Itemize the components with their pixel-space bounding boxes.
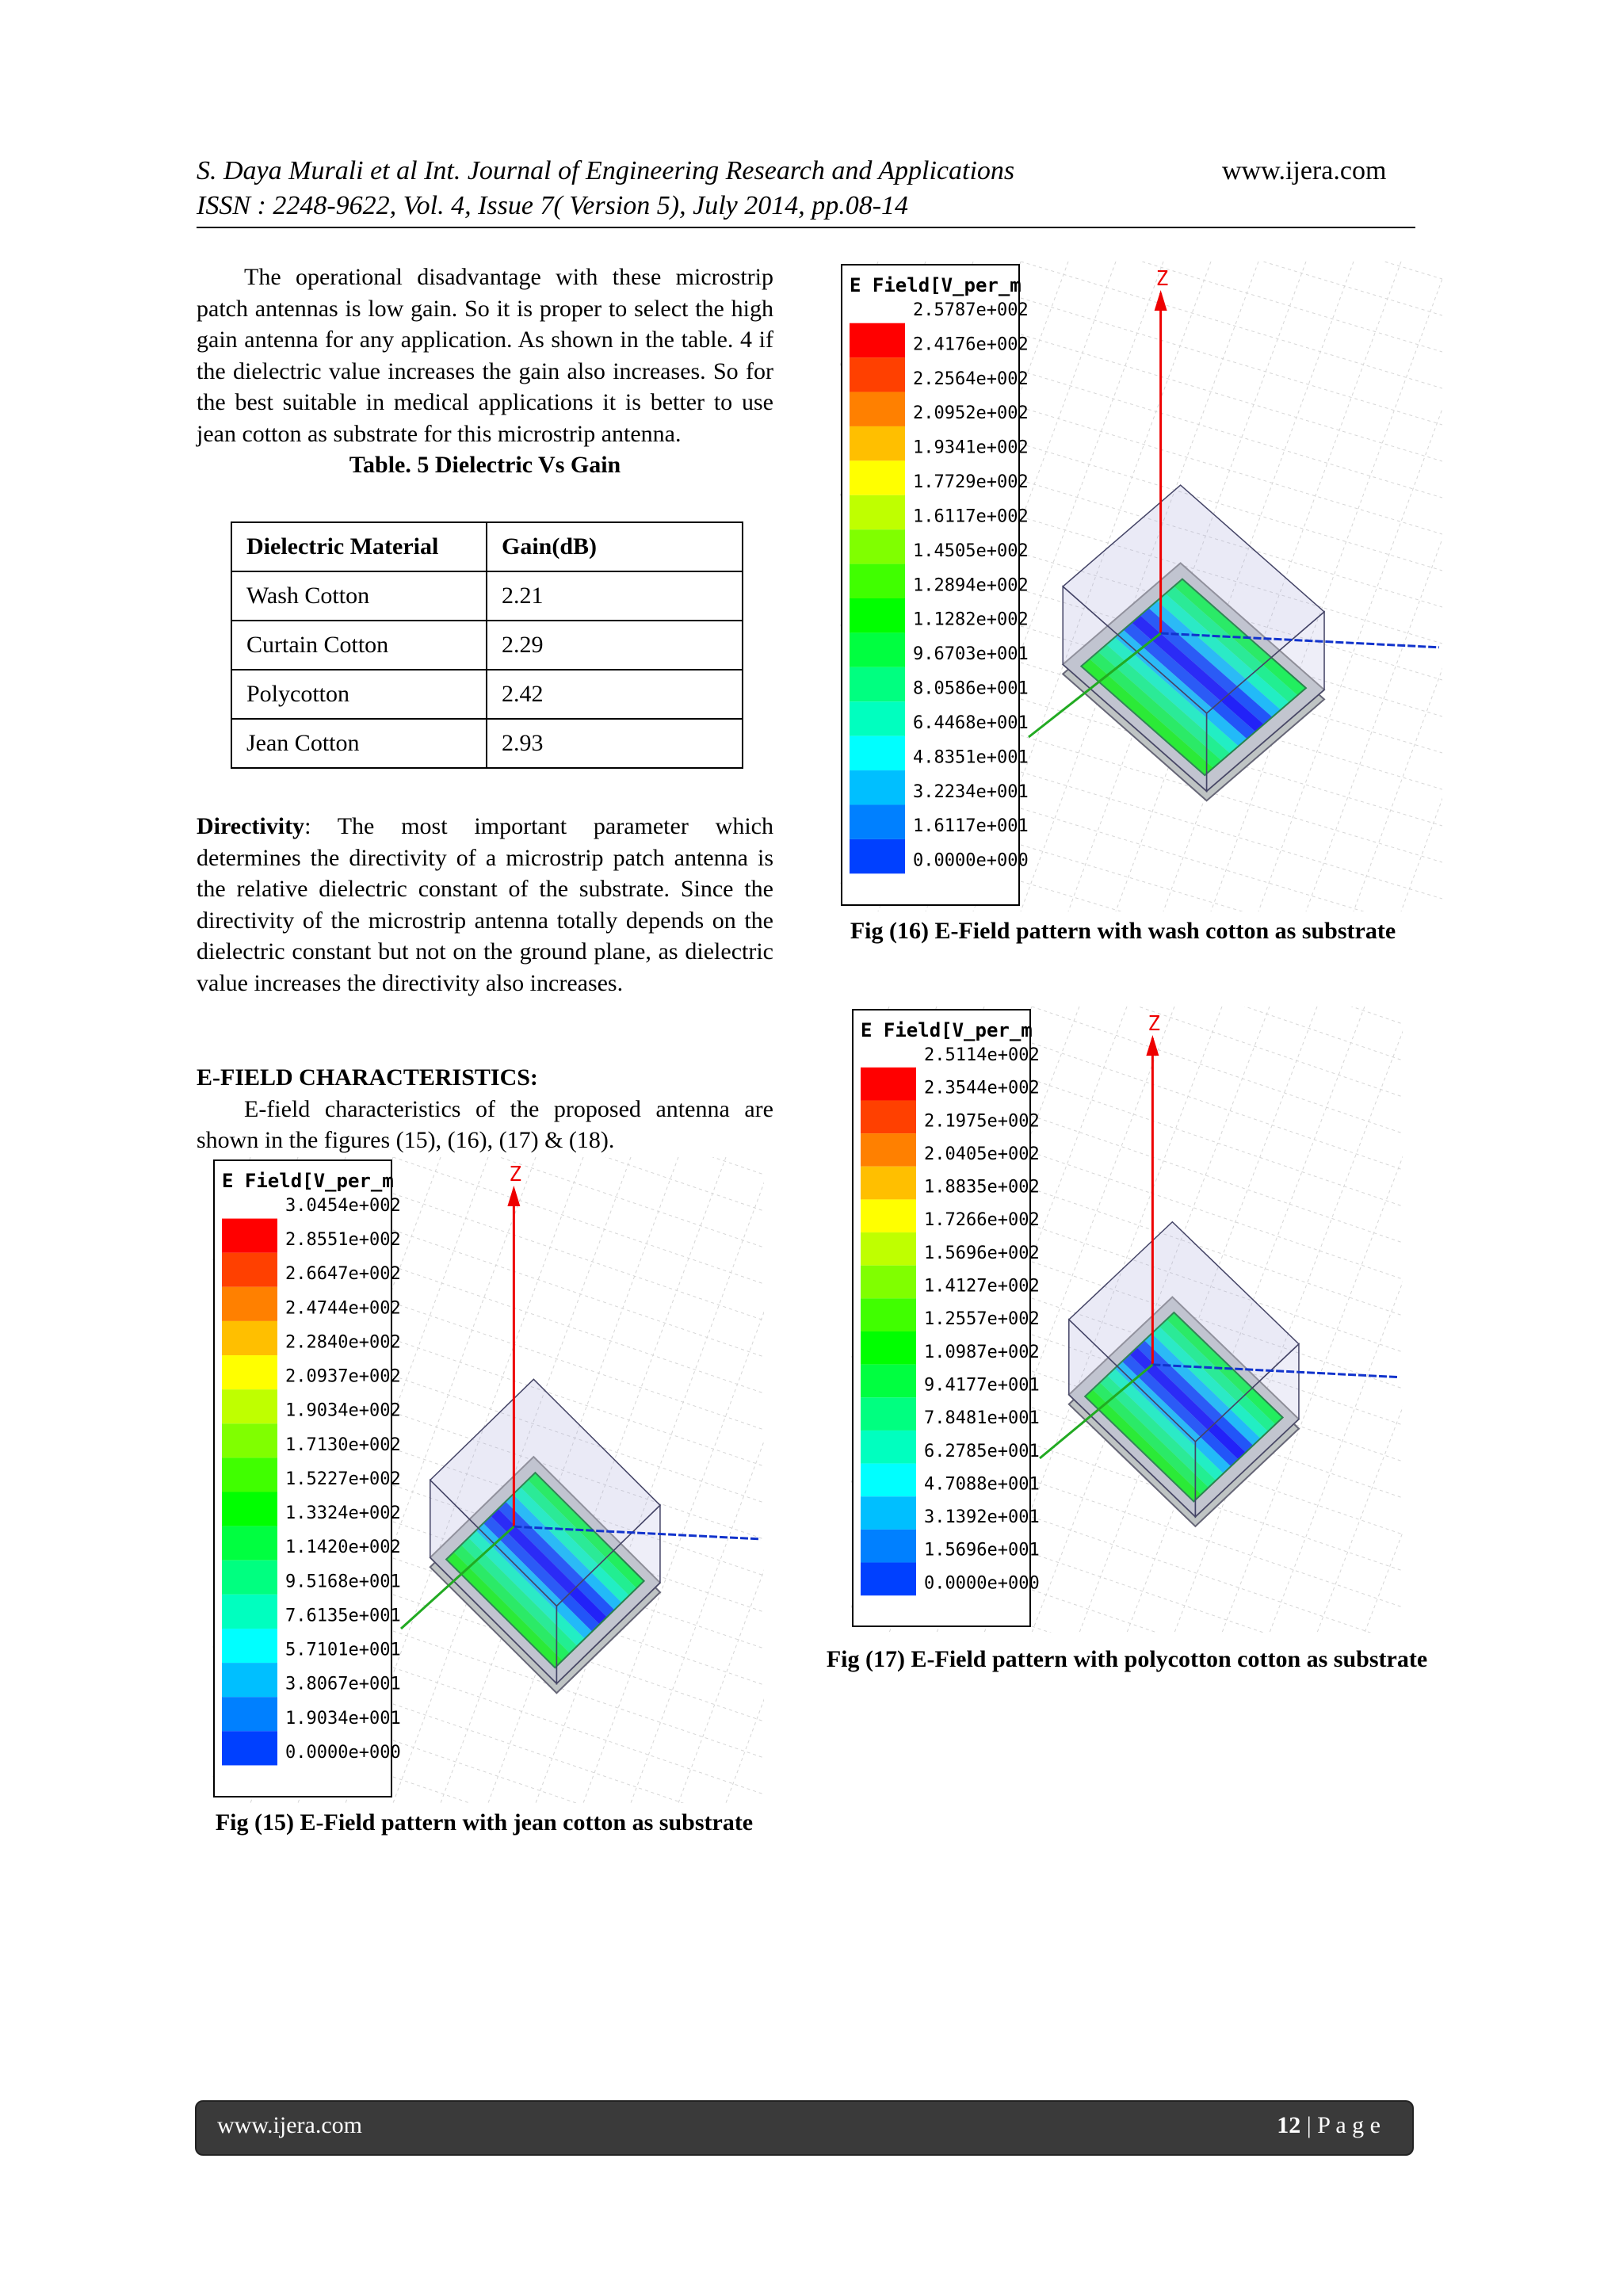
grid-line xyxy=(1021,845,1442,911)
grid-line xyxy=(1401,262,1442,911)
page-footer xyxy=(197,2102,1412,2154)
legend-swatch xyxy=(222,1355,277,1389)
efield-plot-fig17 xyxy=(851,1007,1403,1633)
grid-line xyxy=(393,1266,764,1393)
legend-swatch xyxy=(850,701,905,735)
grid-line xyxy=(1317,1007,1403,1633)
legend-value: 0.0000e+000 xyxy=(924,1573,1040,1594)
grid-line xyxy=(1032,1116,1403,1243)
legend-swatch xyxy=(861,1365,916,1398)
legend-value: 2.4744e+002 xyxy=(285,1298,401,1319)
legend-swatch xyxy=(861,1431,916,1464)
directivity-paragraph xyxy=(197,811,773,999)
grid-line xyxy=(393,1668,764,1794)
z-arrowhead xyxy=(1146,1035,1159,1056)
legend-value: 1.0987e+002 xyxy=(924,1342,1040,1362)
legend-swatch xyxy=(222,1423,277,1457)
legend-swatch xyxy=(850,392,905,426)
figure-15 xyxy=(212,1157,764,1803)
journal-issn: ISSN : 2248-9622, Vol. 4, Issue 7( Version 5), July 2014, pp.08-14 xyxy=(197,191,909,220)
legend-value: 0.0000e+000 xyxy=(913,850,1029,871)
legend-swatch xyxy=(850,632,905,667)
efield-heading: E-FIELD CHARACTERISTICS: xyxy=(197,1064,538,1091)
legend-value: 1.9341e+002 xyxy=(913,437,1029,458)
legend-value: 3.8067e+001 xyxy=(285,1674,401,1694)
table-row xyxy=(231,621,743,670)
grid-line xyxy=(1270,1007,1403,1633)
journal-website: www.ijera.com xyxy=(1222,156,1387,185)
legend-value: 2.2840e+002 xyxy=(285,1332,401,1353)
legend-swatch xyxy=(850,426,905,460)
grid-line xyxy=(1032,1007,1403,1060)
legend-value: 4.7088e+001 xyxy=(924,1474,1040,1495)
grid-line xyxy=(1032,1553,1403,1633)
grid-line xyxy=(1032,1007,1403,1133)
legend-swatch xyxy=(861,1331,916,1365)
legend-value: 3.0454e+002 xyxy=(285,1196,401,1216)
efield-paragraph: E-field characteristics of the proposed antenna are shown in the figures (15), (16), (17) & (18). xyxy=(197,1095,773,1153)
figure-17 xyxy=(851,1007,1403,1633)
legend-swatch xyxy=(222,1219,277,1253)
grid-line xyxy=(1021,772,1442,899)
legend-value: 1.9034e+002 xyxy=(285,1400,401,1421)
table-header-row xyxy=(231,522,743,571)
legend-swatch xyxy=(222,1389,277,1423)
grid-line xyxy=(726,1157,764,1803)
legend-swatch xyxy=(861,1133,916,1167)
efield-plot-fig15 xyxy=(212,1157,764,1803)
grid-line xyxy=(1032,1626,1403,1633)
legend-value: 1.7729e+002 xyxy=(913,472,1029,493)
table-cell: Jean Cotton xyxy=(231,719,487,768)
table-row xyxy=(231,719,743,768)
z-axis-label: Z xyxy=(509,1163,522,1186)
legend-swatch xyxy=(850,804,905,839)
legend-value: 1.7130e+002 xyxy=(285,1435,401,1455)
legend-value: 6.2785e+001 xyxy=(924,1441,1040,1461)
grid-line xyxy=(393,1157,764,1211)
legend-value: 1.4505e+002 xyxy=(913,541,1029,561)
legend-value: 1.5696e+001 xyxy=(924,1540,1040,1561)
legend-swatch xyxy=(861,1397,916,1431)
legend-value: 0.0000e+000 xyxy=(285,1742,401,1763)
z-axis-label: Z xyxy=(1148,1012,1161,1036)
legend-swatch xyxy=(861,1199,916,1232)
grid-line xyxy=(393,1303,764,1430)
legend-swatch xyxy=(861,1232,916,1266)
legend-swatch xyxy=(850,529,905,563)
legend-swatch xyxy=(861,1563,916,1596)
legend-value: 2.5787e+002 xyxy=(913,300,1029,320)
grid-line xyxy=(1365,1007,1403,1633)
legend-value: 9.4177e+001 xyxy=(924,1375,1040,1396)
table-cell: 2.93 xyxy=(487,719,743,768)
figure-16 xyxy=(840,262,1442,911)
directivity-section xyxy=(197,811,773,999)
grid-line xyxy=(1032,1007,1403,1024)
legend-value: 9.6703e+001 xyxy=(913,644,1029,665)
fig15-caption: Fig (15) E-Field pattern with jean cotton as substrate xyxy=(215,1809,754,1836)
grid-line xyxy=(393,1194,764,1320)
legend-swatch xyxy=(222,1561,277,1595)
table-cell: Polycotton xyxy=(231,670,487,719)
grid-line xyxy=(1021,881,1442,911)
z-axis-label: Z xyxy=(1155,267,1169,291)
z-arrowhead xyxy=(507,1186,520,1206)
grid-line xyxy=(393,1157,764,1175)
legend-value: 2.1975e+002 xyxy=(924,1111,1040,1132)
legend-swatch xyxy=(850,839,905,873)
grid-line xyxy=(1021,262,1442,315)
efield-section xyxy=(197,1062,773,1156)
legend-value: 7.6135e+001 xyxy=(285,1606,401,1626)
grid-line xyxy=(1021,262,1442,388)
legend-swatch xyxy=(850,460,905,495)
legend-value: 7.8481e+001 xyxy=(924,1408,1040,1429)
grid-line xyxy=(393,1230,764,1357)
grid-line xyxy=(1021,334,1442,461)
legend-value: 9.5168e+001 xyxy=(285,1572,401,1592)
legend-swatch xyxy=(222,1731,277,1765)
footer-page xyxy=(1277,2112,1381,2139)
legend-value: 2.5114e+002 xyxy=(924,1045,1040,1065)
grid-line xyxy=(1021,262,1442,352)
legend-value: 1.6117e+001 xyxy=(913,816,1029,837)
legend-swatch xyxy=(850,770,905,804)
legend-value: 2.0952e+002 xyxy=(913,403,1029,424)
legend-value: 1.8835e+002 xyxy=(924,1177,1040,1198)
legend-value: 2.6647e+002 xyxy=(285,1264,401,1285)
grid-line xyxy=(393,1777,764,1803)
legend-swatch xyxy=(222,1457,277,1492)
legend-swatch xyxy=(222,1321,277,1355)
legend-swatch xyxy=(861,1068,916,1101)
directivity-text: : The most important parameter which determines the directivity of a microstrip patch antenna is the relative dielectric constant of the substrate. Since the directivity of the microstrip antenna totally depends on the dielectric constant but not on the ground plane, as dielectric value increases the directivity also increases. xyxy=(197,813,773,996)
legend-swatch xyxy=(850,564,905,598)
table-cell: 2.21 xyxy=(487,571,743,621)
legend-swatch xyxy=(861,1100,916,1133)
grid-line xyxy=(1021,808,1442,911)
legend-value: 1.1420e+002 xyxy=(285,1538,401,1558)
table-title: Table. 5 Dielectric Vs Gain xyxy=(349,452,621,478)
legend-title: E Field[V_per_m xyxy=(222,1170,394,1192)
dielectric-gain-table xyxy=(231,521,743,769)
grid-line xyxy=(1354,262,1442,911)
journal-citation: S. Daya Murali et al Int. Journal of Engineering Research and Applications xyxy=(197,156,1015,185)
legend-swatch xyxy=(861,1530,916,1563)
table-header-cell: Dielectric Material xyxy=(231,522,487,571)
legend-swatch xyxy=(222,1663,277,1697)
legend-title: E Field[V_per_m xyxy=(861,1019,1033,1041)
legend-value: 2.4176e+002 xyxy=(913,334,1029,355)
table-cell: Wash Cotton xyxy=(231,571,487,621)
legend-value: 1.9034e+001 xyxy=(285,1708,401,1729)
grid-line xyxy=(1021,262,1442,279)
legend-swatch xyxy=(222,1492,277,1526)
legend-value: 1.4127e+002 xyxy=(924,1276,1040,1297)
legend-swatch xyxy=(861,1298,916,1331)
legend-value: 6.4468e+001 xyxy=(913,712,1029,733)
grid-line xyxy=(1032,1043,1403,1170)
legend-value: 2.3544e+002 xyxy=(924,1078,1040,1098)
legend-swatch xyxy=(222,1629,277,1663)
legend-value: 2.0405e+002 xyxy=(924,1144,1040,1164)
grid-line xyxy=(678,1157,764,1803)
left-column xyxy=(197,262,773,481)
fig17-caption: Fig (17) E-Field pattern with polycotton cotton as substrate xyxy=(826,1646,1428,1672)
page-label: | P a g e xyxy=(1300,2112,1381,2138)
grid-line xyxy=(1032,1152,1403,1279)
efield-plot-fig16 xyxy=(840,262,1442,911)
gain-paragraph: The operational disadvantage with these microstrip patch antennas is low gain. So it is proper to select the high gain antenna for any application. As shown in the table. 4 if the dielectric value increases the gain also increases. So for the best suitable in medical applications it is better to use jean cotton as substrate for this microstrip antenna. xyxy=(197,264,773,447)
legend-value: 2.0937e+002 xyxy=(285,1366,401,1387)
legend-swatch xyxy=(861,1266,916,1299)
table-cell: 2.29 xyxy=(487,621,743,670)
z-arrowhead xyxy=(1155,290,1167,311)
dielectric-gain-table-wrap xyxy=(231,521,743,769)
grid-line xyxy=(1021,407,1442,534)
legend-value: 1.5227e+002 xyxy=(285,1469,401,1489)
grid-line xyxy=(1032,1079,1403,1206)
directivity-term: Directivity xyxy=(197,813,305,839)
legend-swatch xyxy=(850,357,905,392)
legend-value: 1.2894e+002 xyxy=(913,575,1029,596)
table-row xyxy=(231,670,743,719)
legend-swatch xyxy=(850,495,905,529)
grid-line xyxy=(393,1704,764,1803)
legend-swatch xyxy=(850,667,905,701)
page-number: 12 xyxy=(1277,2112,1301,2138)
legend-swatch xyxy=(222,1253,277,1287)
footer-website: www.ijera.com xyxy=(217,2112,362,2138)
legend-value: 8.0586e+001 xyxy=(913,678,1029,699)
legend-value: 1.3324e+002 xyxy=(285,1503,401,1524)
table-header-cell: Gain(dB) xyxy=(487,522,743,571)
legend-value: 4.8351e+001 xyxy=(913,747,1029,768)
legend-swatch xyxy=(850,598,905,632)
grid-line xyxy=(393,1740,764,1803)
table-cell: 2.42 xyxy=(487,670,743,719)
legend-value: 1.2557e+002 xyxy=(924,1309,1040,1330)
legend-value: 1.7266e+002 xyxy=(924,1210,1040,1231)
header-rule xyxy=(197,227,1415,228)
grid-line xyxy=(631,1157,764,1803)
table-cell: Curtain Cotton xyxy=(231,621,487,670)
legend-title: E Field[V_per_m xyxy=(850,274,1022,296)
legend-value: 3.2234e+001 xyxy=(913,781,1029,802)
legend-swatch xyxy=(861,1496,916,1530)
legend-swatch xyxy=(222,1595,277,1629)
legend-swatch xyxy=(861,1167,916,1200)
legend-value: 1.1282e+002 xyxy=(913,609,1029,630)
legend-swatch xyxy=(222,1697,277,1731)
legend-value: 1.5696e+002 xyxy=(924,1243,1040,1263)
grid-line xyxy=(1021,298,1442,425)
legend-swatch xyxy=(850,323,905,357)
legend-value: 5.7101e+001 xyxy=(285,1640,401,1660)
table-row xyxy=(231,571,743,621)
legend-swatch xyxy=(850,736,905,770)
legend-value: 1.6117e+002 xyxy=(913,506,1029,527)
legend-value: 2.2564e+002 xyxy=(913,369,1029,389)
grid-line xyxy=(1032,1517,1403,1633)
legend-swatch xyxy=(222,1526,277,1561)
fig16-caption: Fig (16) E-Field pattern with wash cotton as substrate xyxy=(850,918,1396,944)
legend-swatch xyxy=(861,1464,916,1497)
legend-value: 2.8551e+002 xyxy=(285,1230,401,1251)
legend-value: 3.1392e+001 xyxy=(924,1507,1040,1528)
legend-swatch xyxy=(222,1287,277,1321)
